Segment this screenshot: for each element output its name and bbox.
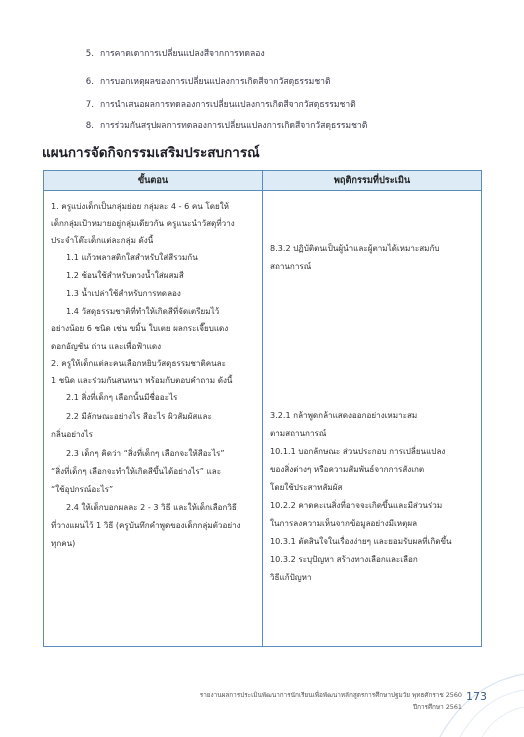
list-item: 8. การร่วมกันสรุปผลการทดลองการเปลี่ยนแปลงการเกิดสีจากวัสดุธรรมชาติ (85, 121, 368, 131)
step-line: 1.1 แก้วพลาสติกใสสำหรับใส่สีรวมกัน (66, 252, 198, 262)
activity-plan-table (43, 170, 482, 647)
step-line: 2.2 มีลักษณะอย่างไร สีอะไร ผิวสัมผัสและ (66, 411, 212, 421)
step-line: 2.4 ให้เด็กบอกผลละ 2 - 3 วิธี และให้เด็กเลือกวิธี (66, 502, 237, 512)
list-item: 6. การบอกเหตุผลของการเปลี่ยนแปลงการเกิดสีจากวัสดุธรรมชาติ (85, 77, 331, 87)
step-line: 1.2 ช้อนใช้สำหรับตวงน้ำใส่ผสมสี (66, 270, 184, 280)
behavior-line: 3.2.1 กล้าพูดกล้าแสดงออกอย่างเหมาะสม (270, 410, 418, 420)
step-line: 1.4 วัสดุธรรมชาติที่ทำให้เกิดสีที่จัดเตรียมไว้ (66, 306, 220, 316)
behavior-line: วิธีแก้ปัญหา (270, 572, 312, 582)
behavior-line: ของสิ่งต่างๆ หรือความสัมพันธ์จากการสังเกต (270, 464, 425, 474)
step-line: “ใช้อุปกรณ์อะไร” (51, 484, 114, 494)
behavior-line: ตามสถานการณ์ (270, 428, 327, 438)
behavior-line: 10.1.1 บอกลักษณะ ส่วนประกอบ การเปลี่ยนแปลง (270, 446, 446, 456)
step-line: ดอกอัญชัน ถ่าน และเพื่อฟ้าแดง (51, 341, 162, 351)
behavior-cell (263, 191, 482, 647)
step-line: กลิ่นอย่างไร (51, 429, 93, 439)
step-line: 1.3 น้ำเปล่าใช้สำหรับการทดลอง (66, 288, 181, 298)
list-item: 5. การคาดเดาการเปลี่ยนแปลงสีจากการทดลอง (85, 49, 265, 59)
section-title: แผนการจัดกิจกรรมเสริมประสบการณ์ (42, 145, 260, 161)
step-line: 2.1 สิ่งที่เด็กๆ เลือกนั้นมีชื่ออะไร (66, 392, 178, 402)
column-header-steps: ขั้นตอน (44, 171, 263, 191)
behavior-line: 10.3.1 ตัดสินใจในเรื่องง่ายๆ และยอมรับผลที่เกิดขึ้น (270, 536, 452, 546)
step-line: ประจำโต๊ะเด็กแต่ละกลุ่ม ดังนี้ (51, 235, 154, 245)
step-line: “สิ่งที่เด็กๆ เลือกจะทำให้เกิดสีขึ้นได้อย่างไร” และ (51, 466, 222, 476)
step-line: ทุกคน) (51, 538, 76, 548)
behavior-line: โดยใช้ประสาทสัมผัส (270, 482, 343, 492)
page-number: 173 (466, 690, 487, 703)
footer-academic-year: ปีการศึกษา 2561 (413, 703, 462, 711)
step-line: 2.3 เด็กๆ คิดว่า “สิ่งที่เด็กๆ เลือกจะให้สีอะไร” (66, 448, 225, 458)
step-line: 2. ครูให้เด็กแต่ละคนเลือกหยิบวัสดุธรรมชาติคนละ (51, 358, 226, 368)
step-line: อย่างน้อย 6 ชนิด เช่น ขมิ้น ใบเตย ผลกระเจี๊ยบแดง (51, 323, 229, 333)
list-item: 7. การนำเสนอผลการทดลองการเปลี่ยนแปลงการเกิดสีจากวัสดุธรรมชาติ (85, 100, 356, 110)
step-line: เด็กกลุ่มเป้าหมายอยู่กลุ่มเดียวกัน ครูแนะนำวัสดุที่วาง (51, 218, 235, 228)
behavior-line: 10.3.2 ระบุปัญหา สร้างทางเลือกและเลือก (270, 554, 418, 564)
behavior-line: สถานการณ์ (270, 261, 312, 271)
column-header-behavior: พฤติกรรมที่ประเมิน (263, 171, 482, 191)
behavior-line: ในการลงความเห็นจากข้อมูลอย่างมีเหตุผล (270, 518, 418, 528)
step-line: 1. ครูแบ่งเด็กเป็นกลุ่มย่อย กลุ่มละ 4 - 6 คน โดยให้ (51, 201, 230, 211)
step-line: 1 ชนิด และร่วมกันสนทนา พร้อมกับตอบคำถาม ดังนี้ (51, 375, 233, 385)
footer-report-title: รายงานผลการประเมินพัฒนาการนักเรียนเพื่อพัฒนาหลักสูตรการศึกษาปฐมวัย พุทธศักราช 2560 (199, 691, 462, 699)
step-line: ที่วางแผนไว้ 1 วิธี (ครูบันทึกคำพูดของเด็กกลุ่มตัวอย่าง (51, 520, 241, 530)
steps-cell (44, 191, 263, 647)
behavior-line: 8.3.2 ปฏิบัติตนเป็นผู้นำและผู้ตามได้เหมาะสมกับ (270, 243, 440, 253)
behavior-line: 10.2.2 คาดคะเนสิ่งที่อาจจะเกิดขึ้นและมีส่วนร่วม (270, 500, 443, 510)
